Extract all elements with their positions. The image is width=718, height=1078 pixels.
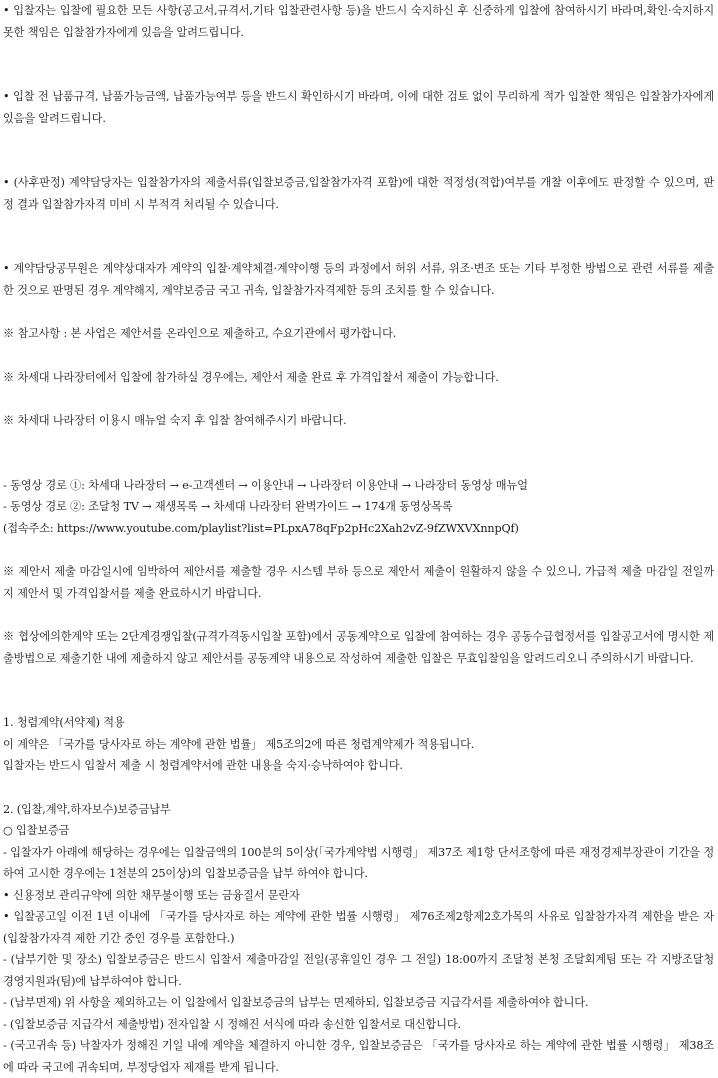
video-path-2: - 동영상 경로 ②: 조달청 TV → 재생목록 → 차세대 나라장터 완벽가이드 → 174개 동영상목록 [3, 500, 453, 513]
section-2-subtitle: ○ 입찰보증금 [3, 824, 70, 837]
section-2-item: - (납부기한 및 장소) 입찰보증금은 반드시 입찰서 제출마감일 전일(공휴일인 경우 그 전일) 18:00까지 조달청 본청 조달회계팀 또는 각 지방조달청 경영지원과(팀)에 납부하여야 합니다. [3, 953, 714, 988]
section-1-title: 1. 청렴계약(서약제) 적용 [3, 716, 125, 729]
section-2-item: - (국고귀속 등) 낙찰자가 정해진 기일 내에 계약을 체결하지 아니한 경우, 입찰보증금은 「국가를 당사자로 하는 계약에 관한 법률 시행령」 제38조에 따라 국고에 귀속되며, 부정당업자 제재를 받게 됩니다. [3, 1039, 714, 1074]
notice-item: • 입찰자는 입찰에 필요한 모든 사항(공고서,규격서,기타 입찰관련사항 등)을 반드시 숙지하신 후 신중하게 입찰에 참여하시기 바라며,확인·숙지하지 못한 책임은 입찰참가자에게 있음을 알려드립니다. [3, 4, 714, 39]
joint-contract-warning: ※ 협상에의한계약 또는 2단계경쟁입찰(규격가격동시입찰 포함)에서 공동계약으로 입찰에 참여하는 경우 공동수급협정서를 입찰공고서에 명시한 제출방법으로 제출기한 내에 제출하지 않고 제안서를 공동계약 내용으로 작성하여 제출한 입찰은 무효입찰임을 알려드리오니 주의하시기 바랍니다. [3, 630, 714, 665]
section-1-line: 입찰자는 반드시 입찰서 제출 시 청렴계약서에 관한 내용을 숙지·승낙하여야 합니다. [3, 759, 403, 772]
video-url: (접속주소: https://www.youtube.com/playlist?list=PLpxA78qFp2pHc2Xah2vZ-9fZWXVXnnpQf) [3, 521, 519, 535]
reference-note: ※ 차세대 나라장터에서 입찰에 참가하실 경우에는, 제안서 제출 완료 후 가격입찰서 제출이 가능합니다. [3, 370, 499, 384]
submission-warning: ※ 제안서 제출 마감일시에 임박하여 제안서를 제출할 경우 시스템 부하 등으로 제안서 제출이 원활하지 않을 수 있으니, 가급적 제출 마감일 전일까지 제안서 및 가격입찰서를 제출 완료하시기 바랍니다. [3, 565, 714, 600]
section-2-title: 2. (입찰,계약,하자보수)보증금납부 [3, 802, 171, 816]
notice-item: • 입찰 전 납품규격, 납품가능금액, 납품가능여부 등을 반드시 확인하시기 바라며, 이에 대한 검토 없이 무리하게 적가 입찰한 책임은 입찰참가자에게 있음을 알려드립니다. [3, 90, 714, 125]
section-2-item: • 신용정보 관리규약에 의한 채무불이행 또는 금융질서 문란자 [3, 888, 300, 902]
section-2-item: - (입찰보증금 지급각서 제출방법) 전자입찰 시 정해진 서식에 따라 송신한 입찰서로 대신합니다. [3, 1017, 461, 1031]
section-2-item: - (납부면제) 위 사항을 제외하고는 이 입찰에서 입찰보증금의 납부는 면제하되, 입찰보증금 지급각서를 제출하여야 합니다. [3, 996, 589, 1009]
reference-note: ※ 참고사항 : 본 사업은 제안서를 온라인으로 제출하고, 수요기관에서 평가합니다. [3, 327, 397, 340]
reference-note: ※ 차세대 나라장터 이용시 매뉴얼 숙지 후 입찰 참여해주시기 바랍니다. [3, 414, 347, 427]
section-1-line: 이 계약은 「국가를 당사자로 하는 계약에 관한 법률」 제5조의2에 따른 청렴계약제가 적용됩니다. [3, 737, 475, 751]
section-2-item: • 입찰공고일 이전 1년 이내에 「국가를 당사자로 하는 계약에 관한 법률 시행령」 제76조제2항제2호가목의 사유로 입찰참가자격 제한을 받은 자(입찰참가자격 제한 기간 중인 경우를 포함한다.) [3, 910, 714, 945]
section-2-item: - 입찰자가 아래에 해당하는 경우에는 입찰금액의 100분의 5이상(「국가계약법 시행령」 제37조 제1항 단서조항에 따른 재정경제부장관이 기간을 정하여 고시한 경우에는 1천분의 25이상)의 입찰보증금을 납부 하여야 합니다. [3, 845, 714, 880]
video-path-1: - 동영상 경로 ①: 차세대 나라장터 → e-고객센터 → 이용안내 → 나라장터 이용안내 → 나라장터 동영상 매뉴얼 [3, 478, 528, 492]
notice-item: • (사후판정) 계약담당자는 입찰참가자의 제출서류(입찰보증금,입찰참가자격 포함)에 대한 적정성(적합)여부를 개찰 이후에도 판정할 수 있으며, 판정 결과 입찰참가자격 미비 시 부적격 처리될 수 있습니다. [3, 176, 714, 211]
notice-item: • 계약담당공무원은 계약상대자가 계약의 입찰·계약체결·계약이행 등의 과정에서 허위 서류, 위조·변조 또는 기타 부정한 방법으로 관련 서류를 제출한 것으로 판명된 경우 계약해지, 계약보증금 국고 귀속, 입찰참가자격제한 등의 조치를 할 수 있습니다. [3, 262, 714, 297]
